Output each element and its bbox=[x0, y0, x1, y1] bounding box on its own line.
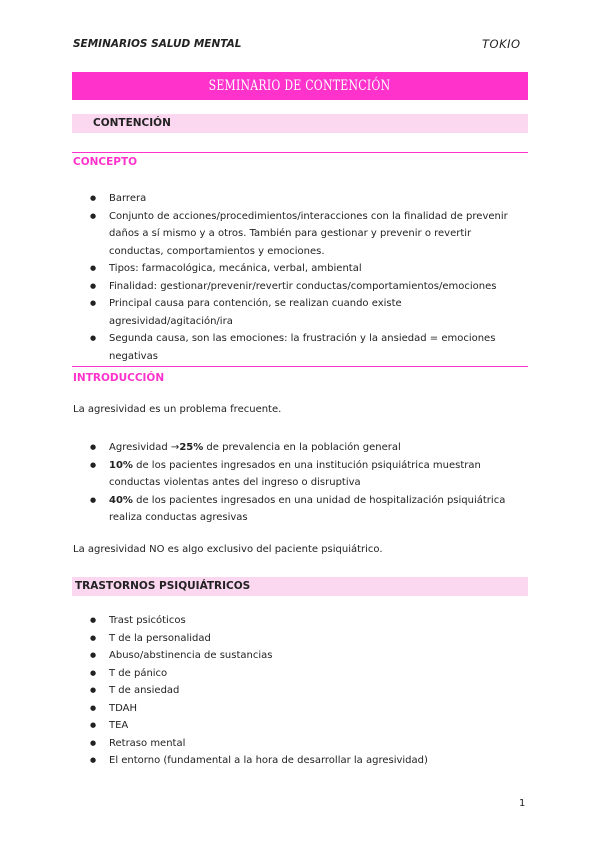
list-item: ● Retraso mental bbox=[0, 735, 528, 753]
list-item-text: de los pacientes ingresados en una institución psiquiátrica muestran conductas violentas antes del ingreso o disruptiva bbox=[109, 459, 481, 488]
list-item: ● Abuso/abstinencia de sustancias bbox=[0, 647, 528, 665]
trastornos-list bbox=[0, 612, 528, 770]
list-item: ● Finalidad: gestionar/prevenir/revertir conductas/comportamientos/emociones bbox=[0, 278, 528, 296]
list-item-stat: 40% bbox=[109, 494, 133, 506]
subheading-band-contencion bbox=[72, 114, 528, 133]
intro-closing-paragraph: La agresividad NO es algo exclusivo del paciente psiquiátrico. bbox=[73, 544, 383, 555]
list-item-text: de prevalencia en la población general bbox=[203, 442, 401, 453]
concepto-list bbox=[0, 190, 528, 365]
page-title: SEMINARIO DE CONTENCIÓN bbox=[209, 78, 391, 94]
list-item: ● Conjunto de acciones/procedimientos/interacciones con la finalidad de prevenir daños a sí mismo y a otros. También para gestionar y prevenir o revertir conductas, comportamientos y emociones. bbox=[0, 208, 528, 261]
section-divider bbox=[72, 152, 528, 153]
title-banner bbox=[72, 72, 528, 100]
list-item-stat: 10% bbox=[109, 459, 133, 471]
page-number: 1 bbox=[519, 798, 526, 809]
list-item: ● Segunda causa, son las emociones: la frustración y la ansiedad = emociones negativas bbox=[0, 330, 528, 365]
list-item: ● TDAH bbox=[0, 700, 528, 718]
subheading-trastornos: TRASTORNOS PSIQUIÁTRICOS bbox=[75, 580, 251, 592]
list-item bbox=[0, 439, 528, 457]
section-title-introduccion: INTRODUCCIÓN bbox=[73, 372, 165, 384]
list-item-text: Agresividad → bbox=[109, 442, 180, 453]
list-item bbox=[0, 457, 528, 492]
list-item-text: de los pacientes ingresados en una unidad de hospitalización psiquiátrica realiza conductas agresivas bbox=[109, 494, 506, 523]
header-author-tag: TOKIO bbox=[482, 37, 521, 51]
list-item: ● Barrera bbox=[0, 190, 528, 208]
list-item: ● T de pánico bbox=[0, 665, 528, 683]
header-course-title: SEMINARIOS SALUD MENTAL bbox=[73, 38, 242, 50]
section-title-concepto: CONCEPTO bbox=[73, 156, 138, 168]
introduccion-list bbox=[0, 439, 528, 527]
subheading-band-trastornos bbox=[72, 577, 528, 596]
list-item: ● Principal causa para contención, se realizan cuando existe agresividad/agitación/ira bbox=[0, 295, 528, 330]
list-item: ● Tipos: farmacológica, mecánica, verbal, ambiental bbox=[0, 260, 528, 278]
intro-lead-paragraph: La agresividad es un problema frecuente. bbox=[73, 404, 282, 415]
list-item: ● T de ansiedad bbox=[0, 682, 528, 700]
list-item bbox=[0, 492, 528, 527]
list-item: ● TEA bbox=[0, 717, 528, 735]
list-item-stat: 25% bbox=[179, 442, 204, 453]
list-item: ● El entorno (fundamental a la hora de desarrollar la agresividad) bbox=[0, 752, 528, 770]
section-divider bbox=[72, 366, 528, 367]
subheading-contencion: CONTENCIÓN bbox=[93, 117, 171, 129]
list-item: ● T de la personalidad bbox=[0, 630, 528, 648]
list-item: ● Trast psicóticos bbox=[0, 612, 528, 630]
